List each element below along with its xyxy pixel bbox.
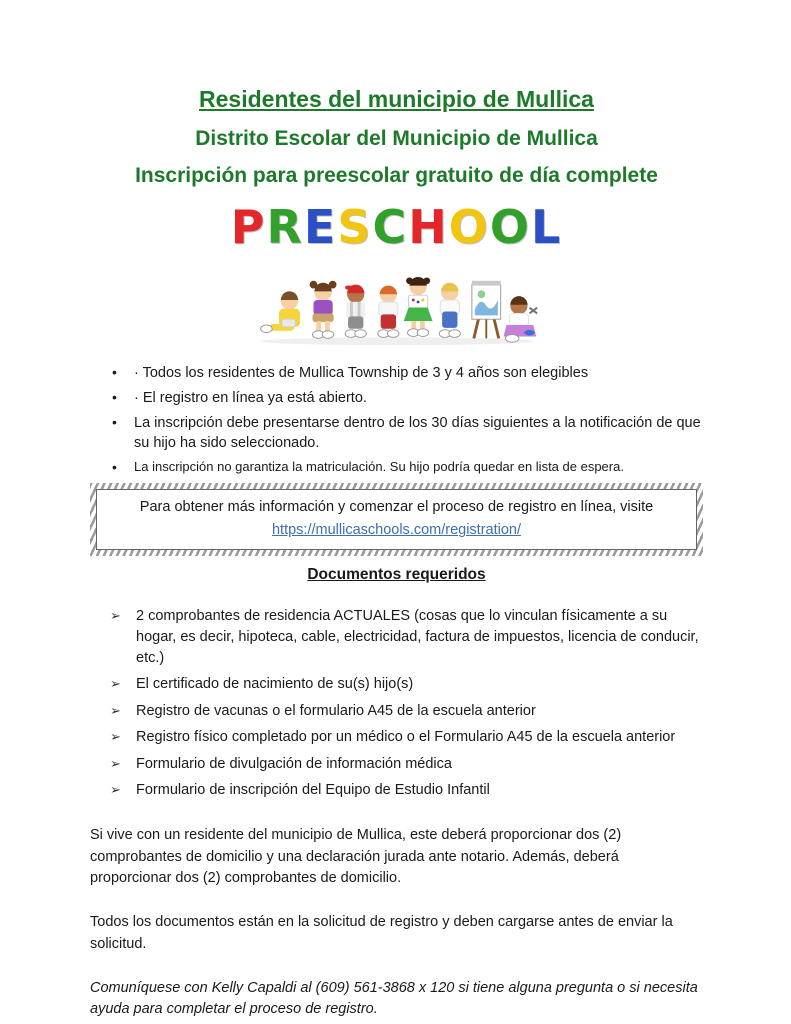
info-box-text: Para obtener más información y comenzar el proceso de registro en línea, visite <box>139 499 654 516</box>
preschool-logo <box>90 200 703 254</box>
arrow-bullet-icon: ➢ <box>110 676 121 692</box>
logo-letter: L <box>530 200 563 254</box>
arrow-bullet-icon: ➢ <box>110 782 121 798</box>
contact-paragraph: Comuníquese con Kelly Capaldi al (609) 561-3868 x 120 si tiene alguna pregunta o si necesita ayuda para completar el proceso de registro. <box>90 979 698 1018</box>
bullet-text: La inscripción debe presentarse dentro de los 30 días siguientes a la notificación de que su hijo ha sido seleccionado. <box>134 415 701 451</box>
list-item <box>112 458 703 477</box>
logo-letter: R <box>266 200 304 254</box>
document-text: Formulario de inscripción del Equipo de Estudio Infantil <box>136 782 490 799</box>
logo-letter: E <box>303 200 338 254</box>
page-title: Residentes del municipio de Mullica <box>199 86 594 112</box>
documents-heading: Documentos requeridos <box>307 566 486 584</box>
bullet-text: · El registro en línea ya está abierto. <box>134 390 367 406</box>
list-item <box>112 363 703 383</box>
document-text: El certificado de nacimiento de su(s) hijo(s) <box>136 676 414 693</box>
bullet-text: La inscripción no garantiza la matriculación. Su hijo podría quedar en lista de espera. <box>134 459 624 474</box>
residency-paragraph: Si vive con un residente del municipio de Mullica, este deberá proporcionar dos (2) comprobantes de domicilio y una declaración jurada ante notario. Además, deberá proporcionar dos (2) comprobantes de domicilio. <box>90 826 622 887</box>
arrow-bullet-icon: ➢ <box>110 755 121 771</box>
logo-letter: C <box>372 200 409 254</box>
list-item <box>110 780 703 801</box>
subtitle-district: Distrito Escolar del Municipio de Mullica <box>195 127 598 150</box>
upload-paragraph: Todos los documentos están en la solicitud de registro y deben cargarse antes de enviar la solicitud. <box>90 914 673 952</box>
document-text: Registro físico completado por un médico o el Formulario A45 de la escuela anterior <box>136 729 676 746</box>
list-item <box>110 674 703 695</box>
arrow-bullet-icon: ➢ <box>110 729 121 745</box>
registration-link[interactable]: https://mullicaschools.com/registration/ <box>271 522 521 539</box>
arrow-bullet-icon: ➢ <box>110 702 121 718</box>
list-item <box>112 388 703 408</box>
list-item <box>110 754 703 775</box>
logo-letter: O <box>448 200 490 254</box>
children-illustration <box>90 252 703 353</box>
list-item <box>110 701 703 722</box>
logo-letter: O <box>489 200 531 254</box>
document-text: Registro de vacunas o el formulario A45 de la escuela anterior <box>136 702 536 719</box>
documents-list <box>90 606 703 801</box>
logo-letter: P <box>230 200 267 254</box>
list-item <box>110 606 703 668</box>
bullet-icon: • <box>112 364 117 380</box>
subtitle-registration: Inscripción para preescolar gratuito de día complete <box>135 164 658 187</box>
info-box <box>90 483 703 556</box>
document-text: 2 comprobantes de residencia ACTUALES (cosas que lo vinculan físicamente a su hogar, es decir, hipoteca, cable, electricidad, factura de impuestos, licencia de conducir, etc.) <box>136 608 699 666</box>
bullet-icon: • <box>112 414 117 430</box>
document-text: Formulario de divulgación de información médica <box>136 755 452 772</box>
bullet-text: · Todos los residentes de Mullica Township de 3 y 4 años son elegibles <box>134 365 589 381</box>
list-item <box>110 727 703 748</box>
list-item <box>112 413 703 453</box>
logo-letter: S <box>337 200 373 254</box>
bullet-icon: • <box>112 389 117 405</box>
arrow-bullet-icon: ➢ <box>110 608 121 624</box>
bullet-icon: • <box>112 459 117 475</box>
logo-letter: H <box>408 200 449 254</box>
eligibility-list <box>90 363 703 477</box>
children-clipart-svg <box>252 252 542 348</box>
